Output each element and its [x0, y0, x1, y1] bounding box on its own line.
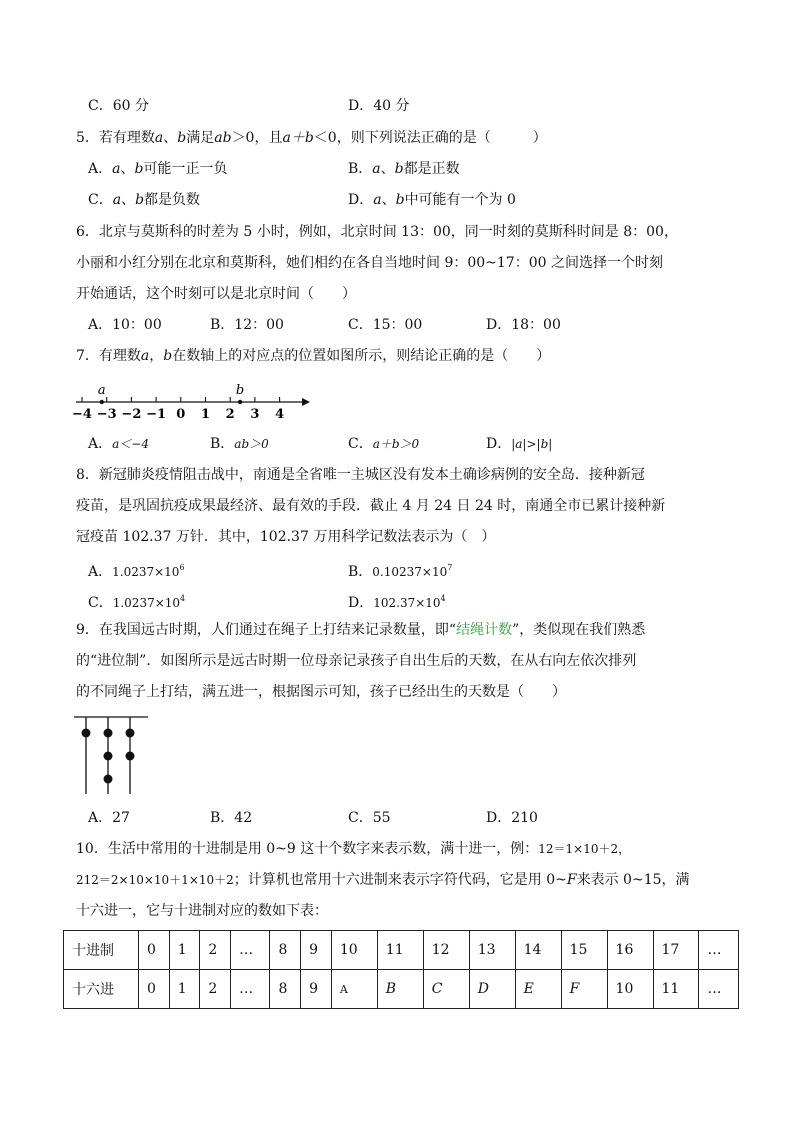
- table-cell: 10: [607, 970, 653, 1009]
- q5-opt-d-sep: 、: [381, 192, 396, 208]
- table-cell: 2: [200, 931, 231, 970]
- base-conversion-table: [63, 930, 739, 1009]
- q10-line-3: 十六进一，它与十进制对应的数如下表：: [76, 903, 328, 919]
- q7-option-a[interactable]: [88, 434, 149, 454]
- table-cell: 8: [270, 931, 301, 970]
- q9-line-1-text: 9．在我国远古时期，人们通过在绳子上打结来记录数量，即“: [76, 622, 457, 638]
- q10-line-1-text: 10．生活中常用的十进制是用 0~9 这十个数字来表示数，满十进一，例：: [76, 841, 539, 857]
- q10-line-1: [76, 839, 630, 859]
- q5-option-b[interactable]: [348, 159, 460, 179]
- q7-var-a: a: [140, 348, 150, 364]
- q8-opt-a-label: A．: [88, 564, 113, 580]
- q5-option-a[interactable]: [88, 159, 227, 179]
- number-line-point-b: [238, 400, 242, 404]
- number-line-point-a: [100, 400, 104, 404]
- number-line-tick-label: 2: [225, 407, 235, 422]
- q5-opt-c-var-a: a: [112, 192, 122, 208]
- q7-opt-b-expr: ab＞0: [234, 437, 269, 451]
- table-cell: 2: [200, 970, 231, 1009]
- q7-comma: ，: [149, 348, 164, 364]
- number-line-tick-label: 3: [250, 407, 260, 422]
- q5-opt-b-var-b: b: [394, 161, 404, 177]
- q5-opt-c-label: C．: [88, 192, 113, 208]
- number-line-point-label-b: b: [235, 383, 245, 398]
- table-cell: D: [469, 970, 515, 1009]
- q8-line-2: 疫苗，是巩固抗疫成果最经济、最有效的手段．截止 4 月 24 日 24 时，南通全市已累计接种新: [76, 498, 666, 514]
- q6-line-2: 小丽和小红分别在北京和莫斯科，她们相约在各自当地时间 9：00~17：00 之间选择一个时刻: [76, 255, 663, 271]
- q5-opt-d-var-b: b: [395, 192, 405, 208]
- table-cell: 0: [139, 931, 170, 970]
- q8-opt-c-base: 1.0237×10: [112, 596, 181, 610]
- q8-opt-a-base: 1.0237×10: [112, 565, 180, 579]
- q7-opt-c-label: C．: [348, 436, 373, 452]
- number-line-point-label-a: a: [97, 383, 106, 398]
- q7-option-b[interactable]: [210, 434, 269, 454]
- q5-opt-b-var-a: a: [372, 161, 381, 177]
- number-line-figure: [70, 380, 320, 424]
- q8-line-3: 冠疫苗 102.37 万针．其中，102.37 万用科学记数法表示为（ ）: [76, 529, 496, 545]
- q8-opt-b-base: 0.10237×10: [372, 565, 448, 579]
- q5-opt-d-var-a: a: [373, 192, 382, 208]
- q7-opt-a-label: A．: [88, 436, 113, 452]
- number-line-tick-label: −2: [121, 407, 142, 422]
- q10-line-2-text: ；计算机也常用十六进制来表示字符代码，它是用 0~: [233, 872, 567, 888]
- q7-stem-text: 7．有理数: [76, 348, 141, 364]
- q5-opt-b-text: 都是正数: [403, 161, 460, 177]
- table-cell: 11: [377, 931, 423, 970]
- q8-opt-c-exp: 4: [180, 594, 186, 603]
- table-cell: 17: [653, 931, 699, 970]
- table-cell: …: [231, 970, 270, 1009]
- number-line-tick-label: 0: [176, 407, 186, 422]
- number-line-tick-label: 1: [200, 407, 211, 422]
- rope-knot: [104, 752, 113, 761]
- table-cell: 8: [270, 970, 301, 1009]
- q5-stem: [76, 128, 547, 148]
- q6-option-b[interactable]: B．12：00: [210, 317, 284, 333]
- q5-opt-d-label: D．: [348, 192, 374, 208]
- q5-stem-text: 5．若有理数: [76, 130, 155, 146]
- rope-knot: [104, 775, 113, 784]
- table-cell: …: [699, 931, 739, 970]
- q5-option-d[interactable]: [348, 190, 516, 210]
- table-cell: A: [331, 970, 377, 1009]
- table-cell: 1: [169, 931, 200, 970]
- q5-opt-b-sep: 、: [380, 161, 395, 177]
- q5-opt-a-sep: 、: [120, 161, 135, 177]
- q6-line-3: 开始通话，这个时刻可以是北京时间（ ）: [76, 286, 356, 302]
- table-cell: 14: [515, 931, 561, 970]
- q6-option-c[interactable]: C．15：00: [348, 317, 423, 333]
- table-cell: E: [515, 970, 561, 1009]
- number-line-tick-label: −1: [146, 407, 167, 422]
- table-row-header: 十六进: [64, 970, 139, 1009]
- q9-line-1: [76, 620, 645, 640]
- q5-opt-c-var-b: b: [135, 192, 145, 208]
- q10-var-f: F: [566, 872, 577, 888]
- q10-example-2: 212＝2×10×10＋1×10＋2: [76, 873, 234, 887]
- table-row: [64, 970, 739, 1009]
- number-line-arrow-icon: [302, 398, 310, 406]
- number-line-tick-label: −4: [72, 407, 92, 422]
- table-cell: 13: [469, 931, 515, 970]
- table-cell: 9: [301, 970, 332, 1009]
- q5-cond2-rel: ＜0，则下列说法正确的是（ ）: [313, 130, 547, 146]
- q5-opt-c-text: 都是负数: [144, 192, 201, 208]
- q5-var-a: a: [154, 130, 164, 146]
- q9-option-d[interactable]: D．210: [486, 810, 538, 826]
- q6-line-1: 6．北京与莫斯科的时差为 5 小时，例如，北京时间 13：00，同一时刻的莫斯科时间是 8：00，: [76, 224, 678, 240]
- table-cell: …: [699, 970, 739, 1009]
- q8-option-d[interactable]: [348, 589, 446, 613]
- q9-option-c[interactable]: C．55: [348, 810, 391, 826]
- rope-knot: [104, 729, 113, 738]
- q7-opt-d-expr: |a|>|b|: [511, 437, 553, 451]
- q7-option-c[interactable]: [348, 434, 419, 454]
- q7-opt-c-expr: a＋b＞0: [372, 437, 420, 451]
- number-line-tick-label: −3: [96, 407, 117, 422]
- q7-stem-text-2: 在数轴上的对应点的位置如图所示，则结论正确的是（ ）: [172, 348, 551, 364]
- q4-option-c[interactable]: C．60 分: [88, 98, 149, 114]
- q8-option-b[interactable]: [348, 558, 452, 582]
- q8-opt-d-label: D．: [348, 595, 374, 611]
- table-cell: …: [231, 931, 270, 970]
- q10-line-2: [76, 870, 690, 890]
- q6-option-a[interactable]: A．10：00: [88, 317, 162, 333]
- knot-rope-figure: [70, 712, 152, 796]
- q5-opt-c-sep: 、: [121, 192, 136, 208]
- q6-option-d[interactable]: D．18：00: [486, 317, 561, 333]
- table-cell: F: [561, 970, 607, 1009]
- q9-option-b[interactable]: B．42: [210, 810, 253, 826]
- table-row: [64, 931, 739, 970]
- q9-line-2: 的“进位制”．如图所示是远古时期一位母亲记录孩子自出生后的天数，在从右向左依次排列: [76, 653, 637, 669]
- q8-opt-d-exp: 4: [440, 594, 446, 603]
- table-cell: 1: [169, 970, 200, 1009]
- table-cell: 11: [653, 970, 699, 1009]
- q5-opt-a-var-a: a: [112, 161, 121, 177]
- q5-opt-a-var-b: b: [134, 161, 144, 177]
- q5-opt-b-label: B．: [348, 161, 373, 177]
- q10-example-1: 12＝1×10＋2，: [538, 842, 631, 856]
- q5-cond1: ab: [214, 130, 232, 146]
- rope-knot: [126, 752, 135, 761]
- q8-option-c[interactable]: [88, 589, 185, 613]
- q8-option-a[interactable]: [88, 558, 185, 582]
- q9-line-3: 的不同绳子上打结，满五进一，根据图示可知，孩子已经出生的天数是（ ）: [76, 684, 566, 700]
- table-cell: B: [377, 970, 423, 1009]
- table-cell: C: [423, 970, 469, 1009]
- q9-line-1-text-2: ”，类似现在我们熟悉: [512, 622, 646, 638]
- q5-opt-a-label: A．: [88, 161, 113, 177]
- rope-knot: [126, 729, 135, 738]
- rope-knot: [82, 729, 91, 738]
- q8-opt-b-exp: 7: [447, 563, 453, 572]
- table-cell: 12: [423, 931, 469, 970]
- table-row-header: 十进制: [64, 931, 139, 970]
- number-line-tick-label: 4: [275, 407, 285, 422]
- q9-highlight-term: 结绳计数: [456, 622, 513, 638]
- q7-option-d[interactable]: [486, 434, 552, 454]
- q8-opt-c-label: C．: [88, 595, 113, 611]
- q8-opt-a-exp: 6: [179, 563, 185, 572]
- q5-cond2: a＋b: [282, 130, 314, 146]
- table-cell: 9: [301, 931, 332, 970]
- q5-stem-text-2: 满足: [186, 130, 215, 146]
- q5-cond1-rel: ＞0，且: [231, 130, 283, 146]
- q7-var-b: b: [163, 348, 173, 364]
- q9-option-a[interactable]: A．27: [88, 810, 130, 826]
- q5-sep: 、: [163, 130, 178, 146]
- table-cell: 16: [607, 931, 653, 970]
- q5-opt-a-text: 可能一正一负: [143, 161, 228, 177]
- q5-var-b: b: [177, 130, 187, 146]
- q7-stem: [76, 346, 550, 366]
- q7-opt-d-label: D．: [486, 436, 512, 452]
- q10-line-2-text-2: 来表示 0~15，满: [576, 872, 690, 888]
- q4-option-d[interactable]: D．40 分: [348, 98, 410, 114]
- q7-opt-a-expr: a＜−4: [112, 437, 149, 451]
- q8-opt-b-label: B．: [348, 564, 373, 580]
- table-cell: 15: [561, 931, 607, 970]
- q8-opt-d-base: 102.37×10: [373, 596, 441, 610]
- q7-opt-b-label: B．: [210, 436, 235, 452]
- table-cell: 10: [331, 931, 377, 970]
- table-cell: 0: [139, 970, 170, 1009]
- q8-line-1: 8．新冠肺炎疫情阻击战中，南通是全省唯一主城区没有发本土确诊病例的安全岛．接种新冠: [76, 467, 645, 483]
- q5-opt-d-text: 中可能有一个为 0: [404, 192, 516, 208]
- q5-option-c[interactable]: [88, 190, 200, 210]
